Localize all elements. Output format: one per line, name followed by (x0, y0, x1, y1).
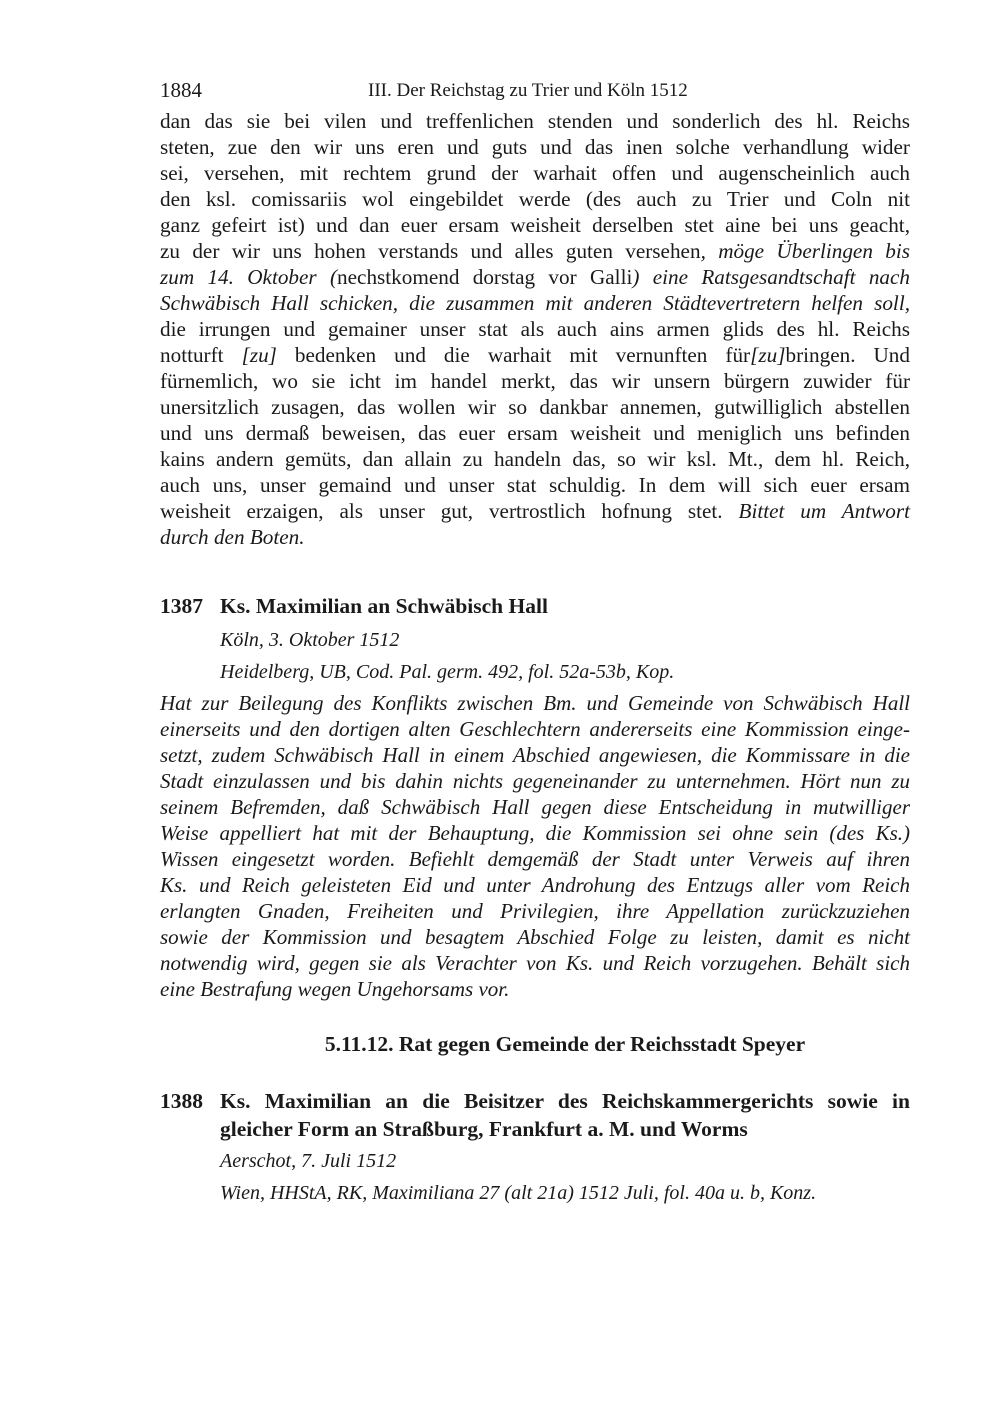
italic-run: Bittet um Antwort (738, 499, 911, 523)
text-run: dan das sie bei vilen und treffenlichen stenden und sonderlich des hl. Reichs (160, 109, 910, 133)
text-line (160, 186, 910, 212)
text-line (160, 264, 910, 290)
text-line (160, 212, 910, 238)
archival-source: Wien, HHStA, RK, Maximiliana 27 (alt 21a) 1512 Juli, fol. 40a u. b, Konz. (220, 1182, 817, 1204)
text-line (160, 368, 910, 394)
italic-run: durch den Boten. (160, 525, 305, 549)
regest-line: setzt, zudem Schwäbisch Hall in einem Abschied angewiesen, die Kommissare in die (160, 743, 910, 767)
text-line (160, 394, 910, 420)
text-run: ganz gefeirt ist) und dan euer ersam weisheit derselben stet aine bei uns geacht, (160, 213, 910, 237)
text-line (160, 290, 910, 316)
entry-heading (160, 1087, 910, 1143)
regest-line: seinem Befremden, daß Schwäbisch Hall gegen diese Entscheidung in mutwilliger (160, 795, 910, 819)
italic-run: , möge Überlingen bis (700, 239, 910, 263)
regest-line: Ks. und Reich geleisteten Eid und unter Androhung des Entzugs aller vom Reich (160, 873, 910, 897)
text-line (160, 472, 910, 498)
regest-line: Hat zur Beilegung des Konflikts zwischen Bm. und Gemeinde von Schwäbisch Hall (160, 691, 910, 715)
text-run: nechstkomend dorstag vor Galli (337, 265, 633, 289)
italic-run: Schwäbisch Hall schicken, die zusammen mit anderen Städtevertretern helfen soll, (160, 291, 910, 315)
entry-number: 1388 (160, 1089, 203, 1113)
entry-title-line: gleicher Form an Straßburg, Frankfurt a. M. und Worms (220, 1117, 748, 1141)
text-run: fürnemlich, wo sie icht im handel merkt, das wir unsern bürgern zuwider für (160, 369, 910, 393)
running-head (160, 78, 910, 108)
text-line (160, 342, 910, 368)
text-run: die irrungen und gemainer unser stat als auch ains armen glids des hl. Reichs (160, 317, 910, 341)
entry-heading (160, 592, 910, 620)
running-title: III. Der Reichstag zu Trier und Köln 1512 (368, 80, 688, 101)
text-line (160, 316, 910, 342)
text-line (160, 498, 910, 524)
italic-run: ) eine Ratsgesandtschaft nach (632, 265, 911, 289)
entry-1387 (160, 592, 910, 1002)
text-run: bringen. Und (785, 343, 910, 367)
italic-run: zum 14. Oktober ( (160, 265, 338, 289)
regest-line: notwendig wird, gegen sie als Verachter von Ks. und Reich vorzugehen. Behält sich (160, 951, 910, 975)
regest-line: sowie der Kommission und besagtem Abschied Folge zu leisten, damit es nicht (160, 925, 910, 949)
text-run: sei, versehen, mit rechtem grund der warhait offen und augenscheinlich auch (160, 161, 910, 185)
place-date: Köln, 3. Oktober 1512 (220, 629, 400, 651)
regest-line: Weise appelliert hat mit der Behauptung, die Kommission sei ohne sein (des Ks.) (160, 821, 910, 845)
entry-number: 1387 (160, 594, 203, 618)
entry-1388 (160, 1087, 910, 1209)
regest-line: erlangten Gnaden, Freiheiten und Privilegien, ihre Appellation zurückzuziehen (160, 899, 910, 923)
text-run: auch uns, unser gemaind und unser stat schuldig. In dem will sich euer ersam (160, 473, 910, 497)
regest-line: eine Bestrafung wegen Ungehorsams vor. (160, 977, 510, 1001)
regest-line: Stadt einzulassen und bis dahin nichts gegeneinander zu unternehmen. Hört nun zu (160, 769, 910, 793)
entry-title-line: Ks. Maximilian an die Beisitzer des Reichskammergerichts sowie in (220, 1089, 910, 1113)
archival-source: Heidelberg, UB, Cod. Pal. germ. 492, fol. 52a-53b, Kop. (220, 661, 675, 683)
place-date: Aerschot, 7. Juli 1512 (220, 1150, 397, 1172)
text-line (160, 524, 910, 550)
text-run: den ksl. comissariis wol eingebildet werde (des auch zu Trier und Coln nit (160, 187, 910, 211)
italic-run: [zu] (241, 343, 277, 367)
text-run: bedenken und die warhait mit vernunften für (276, 343, 751, 367)
text-line (160, 238, 910, 264)
text-run: unersitzlich zusagen, das wollen wir so dankbar annemen, gutwilliglich abstellen (160, 395, 910, 419)
text-line (160, 160, 910, 186)
italic-run: [zu] (750, 343, 786, 367)
regest-line: einerseits und den dortigen alten Geschlechtern andererseits eine Kommission einge- (160, 717, 910, 741)
page-number: 1884 (160, 78, 202, 102)
text-run: und uns dermaß beweisen, das euer ersam weisheit und meniglich uns befinden (160, 421, 910, 445)
regest-text (160, 690, 910, 1002)
text-run: weisheit erzaigen, als unser gut, vertrostlich hofnung stet. (160, 499, 739, 523)
text-line (160, 446, 910, 472)
text-run: kains andern gemüts, dan allain zu handeln das, so wir ksl. Mt., dem hl. Reich, (160, 447, 910, 471)
page (160, 78, 910, 1209)
regest-line: Wissen eingesetzt worden. Befiehlt demgemäß der Stadt unter Verweis auf ihren (160, 847, 910, 871)
text-run: zu der wir uns hohen verstands und alles guten versehen (160, 239, 701, 263)
text-line (160, 134, 910, 160)
section-heading: 5.11.12. Rat gegen Gemeinde der Reichsstadt Speyer (324, 1032, 806, 1056)
text-run: steten, zue den wir uns eren und guts und das inen solche verhandlung wider (160, 135, 910, 159)
text-run: notturft (160, 343, 242, 367)
text-line (160, 420, 910, 446)
text-line (160, 108, 910, 134)
entry-title: Ks. Maximilian an Schwäbisch Hall (220, 594, 548, 618)
continuation-text (160, 108, 910, 550)
